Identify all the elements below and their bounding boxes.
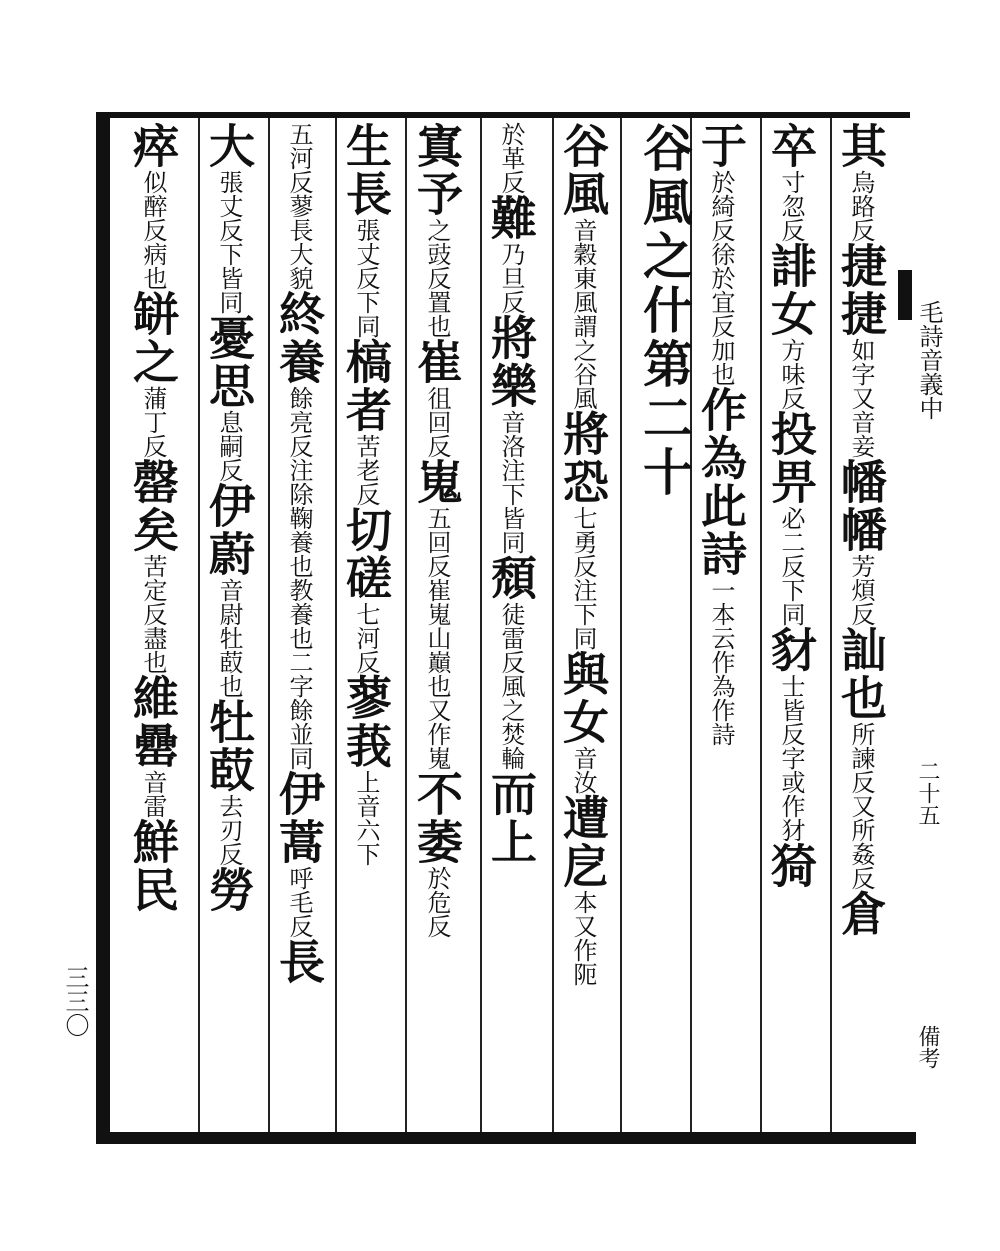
text-column-11 — [126, 122, 180, 1127]
gloss: 音穀東風謂之谷風 — [569, 218, 597, 410]
gloss: 之豉反置也 — [423, 218, 451, 338]
gloss: 苦定反盡也 — [139, 554, 167, 674]
headword: 終養 — [272, 290, 326, 386]
margin-header: 毛詩音義中 — [915, 300, 943, 420]
headword: 遭戹 — [556, 794, 610, 890]
gloss: 息嗣反 — [215, 410, 243, 482]
gloss: 烏路反 — [847, 170, 875, 242]
column-rule — [405, 118, 407, 1132]
margin-footer: 備考 — [915, 1025, 940, 1069]
gloss: 呼毛反 — [285, 866, 313, 938]
headword: 投畀 — [764, 410, 818, 506]
gloss: 方味反 — [777, 338, 805, 410]
headword: 猗 — [764, 842, 818, 890]
headword: 與女 — [556, 650, 610, 746]
headword: 訕也 — [834, 626, 888, 722]
gloss: 張丈反下皆同 — [215, 170, 243, 314]
headword: 谷風 — [556, 122, 610, 218]
gloss: 本又作阨 — [569, 890, 597, 986]
fishtail-mark — [898, 270, 912, 320]
gloss: 上音六下 — [352, 770, 380, 866]
headword: 生長 — [339, 122, 393, 218]
headword: 勞 — [202, 866, 256, 914]
column-rule — [830, 118, 832, 1132]
frame-bottom-border — [96, 1132, 916, 1144]
column-rule — [620, 118, 622, 1132]
headword: 而上 — [484, 770, 538, 866]
headword: 其 — [834, 122, 888, 170]
gloss: 蒲丁反 — [139, 386, 167, 458]
text-column-8 — [339, 122, 393, 1127]
frame-left-border — [96, 112, 110, 1144]
headword: 嵬 — [410, 458, 464, 506]
headword: 維罍 — [126, 674, 180, 770]
gloss: 於革反 — [497, 122, 525, 194]
headword: 長 — [272, 938, 326, 986]
headword: 蓼莪 — [339, 674, 393, 770]
headword: 罄矣 — [126, 458, 180, 554]
headword: 伊蒿 — [272, 770, 326, 866]
text-column-5 — [556, 122, 610, 1127]
gloss: 五回反崔嵬山巔也又作嵬 — [423, 506, 451, 770]
gloss: 音洛注下皆同 — [497, 410, 525, 554]
gloss: 七勇反注下同 — [569, 506, 597, 650]
gloss: 似醉反病也 — [139, 170, 167, 290]
headword: 鮮民 — [126, 818, 180, 914]
column-rule — [552, 118, 554, 1132]
headword: 幡幡 — [834, 458, 888, 554]
headword: 倉 — [834, 890, 888, 938]
gloss: 乃旦反 — [497, 242, 525, 314]
gloss: 音雷 — [139, 770, 167, 818]
column-rule — [198, 118, 200, 1132]
headword: 捷捷 — [834, 242, 888, 338]
headword: 頹 — [484, 554, 538, 602]
headword: 豺 — [764, 626, 818, 674]
text-column-6 — [484, 122, 538, 1127]
text-column-7 — [410, 122, 464, 1127]
gloss: 七河反 — [352, 602, 380, 674]
gloss: 音汝 — [569, 746, 597, 794]
gloss: 去刃反 — [215, 794, 243, 866]
gloss: 苦老反 — [352, 434, 380, 506]
column-rule — [760, 118, 762, 1132]
headword: 誹女 — [764, 242, 818, 338]
column-rule — [480, 118, 482, 1132]
text-column-1 — [834, 122, 888, 1127]
headword: 憂思 — [202, 314, 256, 410]
gloss: 於危反 — [423, 866, 451, 938]
headword: 切磋 — [339, 506, 393, 602]
gloss: 張丈反下同 — [352, 218, 380, 338]
headword: 大 — [202, 122, 256, 170]
headword: 瘁 — [126, 122, 180, 170]
headword: 將恐 — [556, 410, 610, 506]
headword: 牡菣 — [202, 698, 256, 794]
margin-page-number: 二十五 — [915, 760, 940, 826]
headword: 伊蔚 — [202, 482, 256, 578]
headword: 寘予 — [410, 122, 464, 218]
headword: 卒 — [764, 122, 818, 170]
chapter-title: 谷風之什第二十 — [635, 122, 694, 500]
gloss: 士皆反字或作犲 — [777, 674, 805, 842]
gloss: 寸忽反 — [777, 170, 805, 242]
column-rule — [335, 118, 337, 1132]
text-column-3 — [694, 122, 748, 1127]
gloss: 芳煩反 — [847, 554, 875, 626]
gloss: 於綺反徐於宜反加也 — [707, 170, 735, 386]
gloss: 必二反下同 — [777, 506, 805, 626]
text-column-2 — [764, 122, 818, 1127]
headword: 作為此詩 — [694, 386, 748, 578]
gloss: 五河反蓼長大貌 — [285, 122, 313, 290]
text-column-10 — [202, 122, 256, 1127]
text-column-9 — [272, 122, 326, 1127]
gloss: 所諫反又所姦反 — [847, 722, 875, 890]
gloss: 徒雷反風之焚輪 — [497, 602, 525, 770]
headword: 不萎 — [410, 770, 464, 866]
gloss: 徂回反 — [423, 386, 451, 458]
headword: 槁者 — [339, 338, 393, 434]
headword: 難 — [484, 194, 538, 242]
headword: 于 — [694, 122, 748, 170]
gloss: 如字又音妾 — [847, 338, 875, 458]
headword: 崔 — [410, 338, 464, 386]
folio-number: 三三〇 — [61, 965, 89, 1037]
gloss: 音尉牡菣也 — [215, 578, 243, 698]
gloss: 餘亮反注除鞠養也教養也二字餘並同 — [285, 386, 313, 770]
gloss: 一本云作為作詩 — [707, 578, 735, 746]
headword: 將樂 — [484, 314, 538, 410]
headword: 缾之 — [126, 290, 180, 386]
column-rule — [268, 118, 270, 1132]
